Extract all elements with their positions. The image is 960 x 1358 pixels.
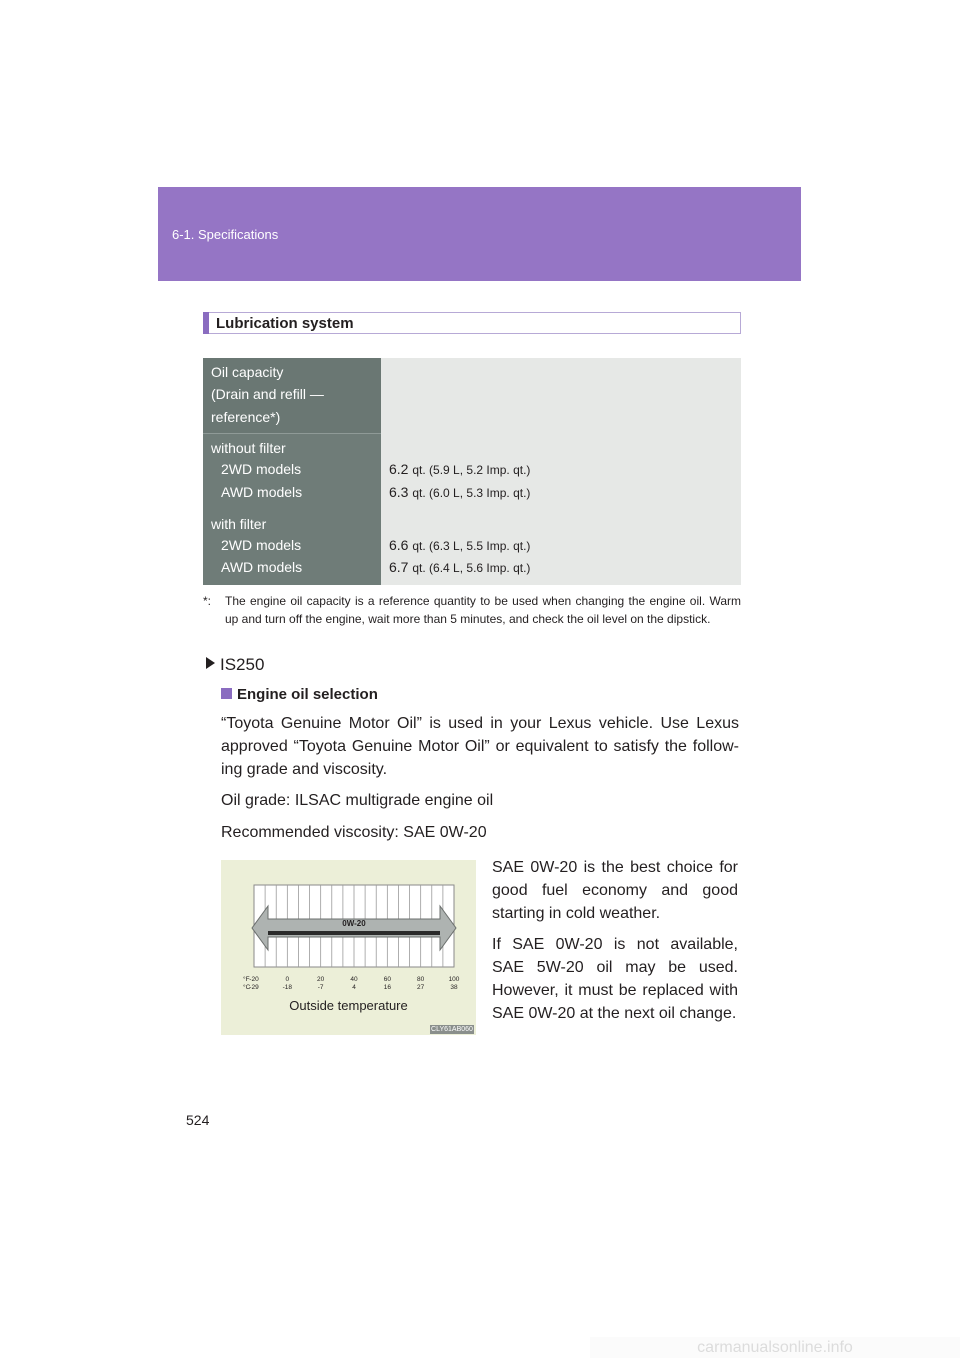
subheading bbox=[221, 686, 378, 703]
tick-label-c: 16 bbox=[383, 984, 391, 991]
row-model-label: 2WD models bbox=[221, 461, 302, 477]
tick-label-c: 38 bbox=[450, 984, 458, 991]
range-band bbox=[268, 931, 440, 935]
tick-label-f: 40 bbox=[350, 976, 358, 983]
tick-label-f: 60 bbox=[383, 976, 391, 983]
tick-label-f: 0 bbox=[285, 976, 290, 983]
tick-label-f: -20 bbox=[249, 976, 259, 983]
tick-label-c: -29 bbox=[249, 984, 259, 991]
tick-label-c: 4 bbox=[352, 984, 356, 991]
section-title-text: Lubrication system bbox=[216, 315, 354, 332]
table-header-line-3: reference*) bbox=[211, 409, 281, 425]
model-heading bbox=[206, 655, 264, 675]
table-header-line-2: (Drain and refill — bbox=[211, 386, 324, 402]
tick-label-f: 80 bbox=[417, 976, 425, 983]
tick-label-c: 27 bbox=[417, 984, 425, 991]
section-title bbox=[203, 312, 741, 334]
oil-grade-text: Oil grade: ILSAC multigrade engine oil bbox=[221, 792, 494, 809]
tick-label-c: -18 bbox=[282, 984, 293, 991]
tick-label-c: -7 bbox=[317, 984, 324, 991]
group-label-with-filter: with filter bbox=[211, 516, 267, 532]
row-value: 6.6 qt. (6.3 L, 5.5 Imp. qt.) bbox=[389, 537, 531, 553]
oil-capacity-table bbox=[203, 358, 741, 585]
series-label: 0W-20 bbox=[342, 919, 366, 928]
image-code: CLY61AB060 bbox=[431, 1026, 473, 1033]
viscosity-chart bbox=[221, 860, 476, 1035]
chart-caption: Outside temperature bbox=[289, 998, 408, 1013]
row-model-label: AWD models bbox=[221, 559, 303, 575]
footnote-mark: *: bbox=[203, 594, 212, 608]
section-breadcrumb: 6-1. Specifications bbox=[172, 227, 279, 242]
header-band bbox=[158, 187, 801, 281]
row-model-label: 2WD models bbox=[221, 537, 302, 553]
footnote bbox=[203, 592, 741, 628]
page-number: 524 bbox=[186, 1112, 210, 1128]
group-label-without-filter: without filter bbox=[211, 440, 286, 456]
best-choice-text: SAE 0W-20 is the best choice for good fuel economy and good starting in cold weather. bbox=[492, 859, 738, 922]
unit-label-f: °F bbox=[243, 976, 250, 983]
footnote-text: The engine oil capacity is a reference quantity to be used when changing the engine oil. Warm up and turn off the engine, wait more than 5 minutes, and check the oil level on the dipstick. bbox=[225, 594, 741, 626]
subheading-text: Engine oil selection bbox=[237, 686, 378, 703]
watermark: carmanualsonline.info bbox=[590, 1337, 960, 1358]
row-value: 6.3 qt. (6.0 L, 5.3 Imp. qt.) bbox=[389, 484, 531, 500]
tick-label-f: 20 bbox=[317, 976, 325, 983]
alternative-oil-text: If SAE 0W-20 is not available, SAE 5W-20 oil may be used. However, it must be replaced with SAE 0W-20 at the next oil change. bbox=[492, 936, 738, 1022]
tick-label-f: 100 bbox=[448, 976, 460, 983]
model-heading-text: IS250 bbox=[220, 655, 265, 674]
table-header-line-1: Oil capacity bbox=[211, 364, 284, 380]
row-value: 6.2 qt. (5.9 L, 5.2 Imp. qt.) bbox=[389, 461, 531, 477]
square-bullet-icon bbox=[221, 688, 232, 699]
viscosity-text: Recommended viscosity: SAE 0W-20 bbox=[221, 824, 487, 841]
unit-label-c: °C bbox=[243, 984, 251, 991]
intro-paragraph: “Toyota Genuine Motor Oil” is used in your Lexus vehicle. Use Lexus approved “Toyota Genuine Motor Oil” or equivalent to satisfy the follow-ing grade and viscosity. bbox=[221, 715, 739, 778]
row-value: 6.7 qt. (6.4 L, 5.6 Imp. qt.) bbox=[389, 559, 531, 575]
triangle-bullet-icon bbox=[206, 657, 215, 669]
row-model-label: AWD models bbox=[221, 484, 303, 500]
section-title-accent bbox=[203, 312, 209, 334]
